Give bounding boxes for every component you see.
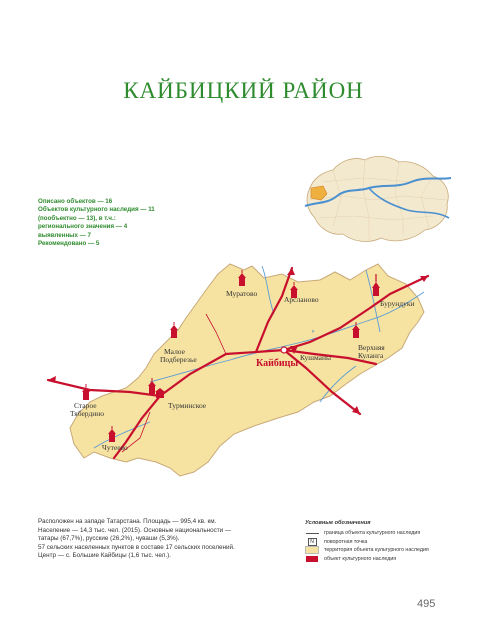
description-line: 57 сельских населенных пунктов в составе 17 сельских поселений. [38,543,235,551]
page-title: КАЙБИЦКИЙ РАЙОН [123,78,364,103]
district-map [30,262,450,512]
description-line: Население — 14,3 тыс. чел. (2015). Основные национальности — [38,526,232,534]
tatarstan-outline [307,156,448,241]
page-number: 495 [417,598,436,610]
territory-swatch-icon [305,546,319,554]
place-muratovo: Муратово [226,289,258,298]
river-label: р. [312,328,316,333]
description-line: Расположен на западе Татарстана. Площадь — 995,4 кв. км. [38,518,217,525]
place-verkhnyaya: Верхняя [358,343,385,352]
place-maloe: Малое [164,347,185,356]
object-swatch-icon [305,556,319,562]
legend-title: Условные обозначения [305,520,371,526]
church-icon [82,384,90,400]
place-kaibitsy: Кайбицы [256,358,299,369]
locator-map [303,148,453,248]
place-kushmany: Кушманы [300,353,332,362]
place-tyaberdino: Тябердино [70,409,105,418]
legend-item-territory [305,546,429,555]
stat-identified: выявленных — 7 [38,231,91,239]
district-description [38,518,283,561]
stat-regional: регионального значения — 4 [38,223,128,231]
place-chuteevo: Чутеево [102,443,128,452]
stat-heritage: Объектов культурного наследия — 11 [38,206,155,214]
stat-per-object: (пообъектно — 13), в т.ч.: [38,214,116,222]
church-icon [170,322,178,338]
place-turminskoe: Турминское [168,401,207,410]
description-line: Центр — с. Большие Кайбицы (1,6 тыс. чел.). [38,552,171,560]
stat-recommended: Рекомендовано — 5 [38,240,100,248]
place-staroe: Старое [74,401,97,410]
place-podberezye: Подберезье [160,355,197,364]
stat-described: Описано объектов — 16 [38,198,113,205]
legend-item-turning-point [305,538,429,547]
legend-label: поворотная точка [324,538,368,545]
map-legend [305,520,429,563]
place-burundyki: Бурундуки [380,299,415,308]
legend-label: территория объекта культурного наследия [324,547,429,554]
place-arslanovo: Арсланово [284,295,319,304]
place-kulanga: Куланга [358,351,384,360]
turning-point-icon: N [305,538,319,546]
border-line-icon [305,533,319,534]
description-line: татары (67,7%), русские (26,2%), чуваши (5,3%). [38,535,180,543]
legend-item-object [305,555,429,564]
statistics-block [38,198,155,248]
kaibitsy-center-marker [281,347,287,353]
legend-item-border [305,529,429,538]
legend-label: объект культурного наследия [324,556,397,563]
legend-label: граница объекта культурного наследия [324,530,421,537]
